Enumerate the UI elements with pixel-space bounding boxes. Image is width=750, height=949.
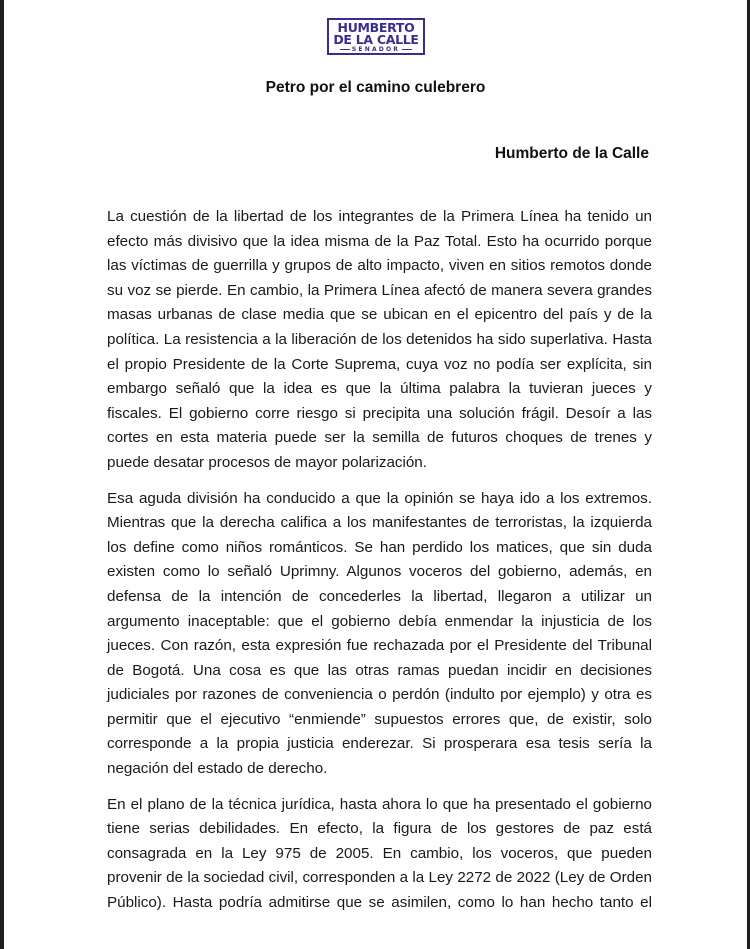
logo-line-1: HUMBERTO <box>337 20 415 35</box>
document-title: Petro por el camino culebrero <box>265 79 486 96</box>
paragraph-3: En el plano de la técnica jurídica, hasta ahora lo que ha presentado el gobierno tiene serias debilidades. En efecto, la figura de los gestores de paz está consagrada en la Ley 975 de 2005. En cambio, los voceros, que pueden provenir de la sociedad civil, corresponden a la Ley 2272 de 2022 (Ley de Orden Público). Hasta podría admitirse que se asimilen, como lo han hecho tanto el <box>107 795 652 912</box>
document-author: Humberto de la Calle <box>494 145 649 162</box>
logo-line-3: SENADOR <box>329 46 423 53</box>
paragraph-2: Esa aguda división ha conducido a que la opinión se haya ido a los extremos. Mientras que la derecha califica a los manifestantes de terroristas, la izquierda los define como niños románticos. Se han perdido los matices, que sin duda existen como lo señaló Uprimny. Algunos voceros del gobierno, además, en defensa de la intención de concederles la libertad, llegaron a utilizar un argumento inaceptable: que el gobierno debía enmendar la injusticia de los jueces. Con razón, esta expresión fue rechazada por el Presidente del Tribunal de Bogotá. Una cosa es que las otras ramas puedan incidir en decisiones judiciales por razones de conveniencia o perdón (indulto por ejemplo) y otra es permitir que el ejecutivo “enmiende” supuestos errores que, de existir, solo corresponde a la propia justicia enderezar. Si prosperara esa tesis sería la negación del estado de derecho. <box>107 489 652 778</box>
document-page <box>4 0 747 949</box>
paragraph-1: La cuestión de la libertad de los integrantes de la Primera Línea ha tenido un efecto más divisivo que la idea misma de la Paz Total. Esto ha ocurrido porque las víctimas de guerrilla y grupos de alto impacto, viven en sitios remotos donde su voz se pierde. En cambio, la Primera Línea afectó de manera severa grandes masas urbanas de clase media que se ubican en el epicentro del país y de la política. La resistencia a la liberación de los detenidos ha sido superlativa. Hasta el propio Presidente de la Corte Suprema, cuya voz no podía ser explícita, sin embargo señaló que la idea es que la última palabra la tuvieran jueces y fiscales. El gobierno corre riesgo si precipita una solución frágil. Desoír a las cortes en esta materia puede ser la semilla de futuros choques de trenes y puede desatar procesos de mayor polarización. <box>107 208 652 471</box>
document-body <box>107 205 652 927</box>
logo-line-2: DE LA CALLE <box>333 32 419 47</box>
senator-logo <box>327 18 425 55</box>
